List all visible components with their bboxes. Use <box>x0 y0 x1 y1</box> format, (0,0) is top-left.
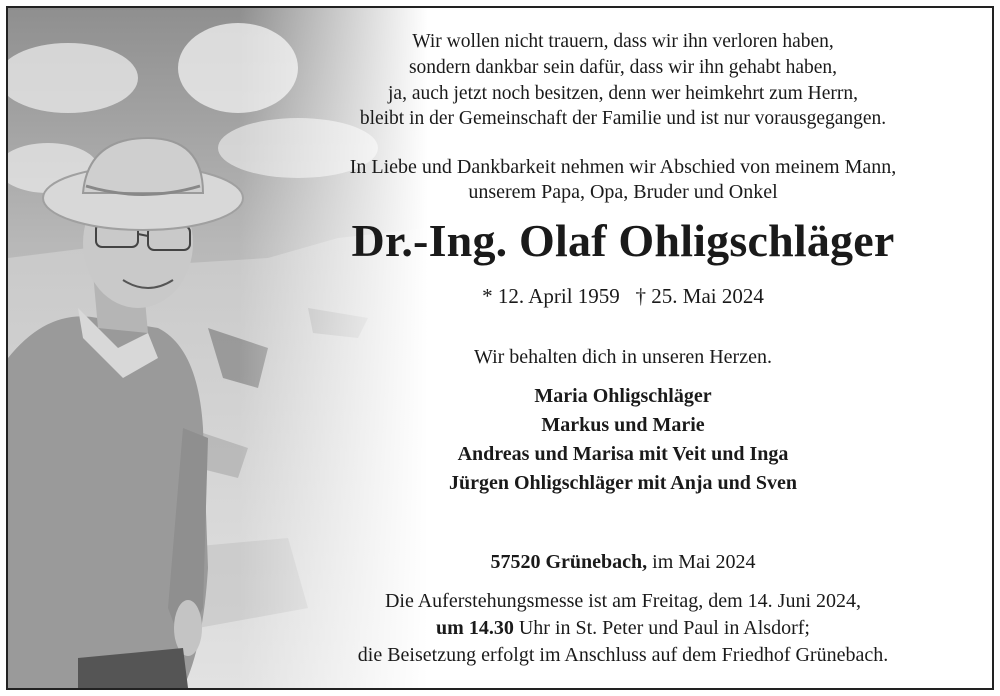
life-dates <box>263 284 983 309</box>
service-line: Die Auferstehungsmesse ist am Freitag, dem 14. Juni 2024, <box>384 590 862 612</box>
family-member: Maria Ohligschläger <box>534 385 712 407</box>
family-member: Andreas und Marisa mit Veit und Inga <box>457 443 789 465</box>
service-time: um 14.30 <box>436 617 514 639</box>
remember-note: Wir behalten dich in unseren Herzen. <box>474 346 772 368</box>
intro-line: In Liebe und Dankbarkeit nehmen wir Abschied von meinem Mann, <box>349 156 897 178</box>
death-date: † 25. Mai 2024 <box>635 284 764 308</box>
service-location: Uhr in St. Peter und Paul in Alsdorf; <box>518 617 810 639</box>
birth-date: * 12. April 1959 <box>482 284 620 308</box>
obituary-card <box>6 6 994 690</box>
place-location: 57520 Grünebach, <box>490 551 648 573</box>
deceased-name: Dr.-Ing. Olaf Ohligschläger <box>351 215 895 266</box>
place-date <box>263 551 983 574</box>
intro-line: unserem Papa, Opa, Bruder und Onkel <box>468 181 778 203</box>
service-line: die Beisetzung erfolgt im Anschluss auf dem Friedhof Grünebach. <box>357 644 889 666</box>
obituary-text <box>263 8 983 688</box>
verse-line: sondern dankbar sein dafür, dass wir ihn gehabt haben, <box>408 57 838 78</box>
verse-line: Wir wollen nicht trauern, dass wir ihn verloren haben, <box>412 31 834 52</box>
family-member: Markus und Marie <box>541 414 705 436</box>
family-member: Jürgen Ohligschläger mit Anja und Sven <box>448 472 798 494</box>
place-month: im Mai 2024 <box>652 551 756 573</box>
verse-line: bleibt in der Gemeinschaft der Familie und ist nur vorausgegangen. <box>359 108 887 129</box>
verse-line: ja, auch jetzt noch besitzen, denn wer heimkehrt zum Herrn, <box>388 83 858 104</box>
service-line <box>263 615 983 641</box>
